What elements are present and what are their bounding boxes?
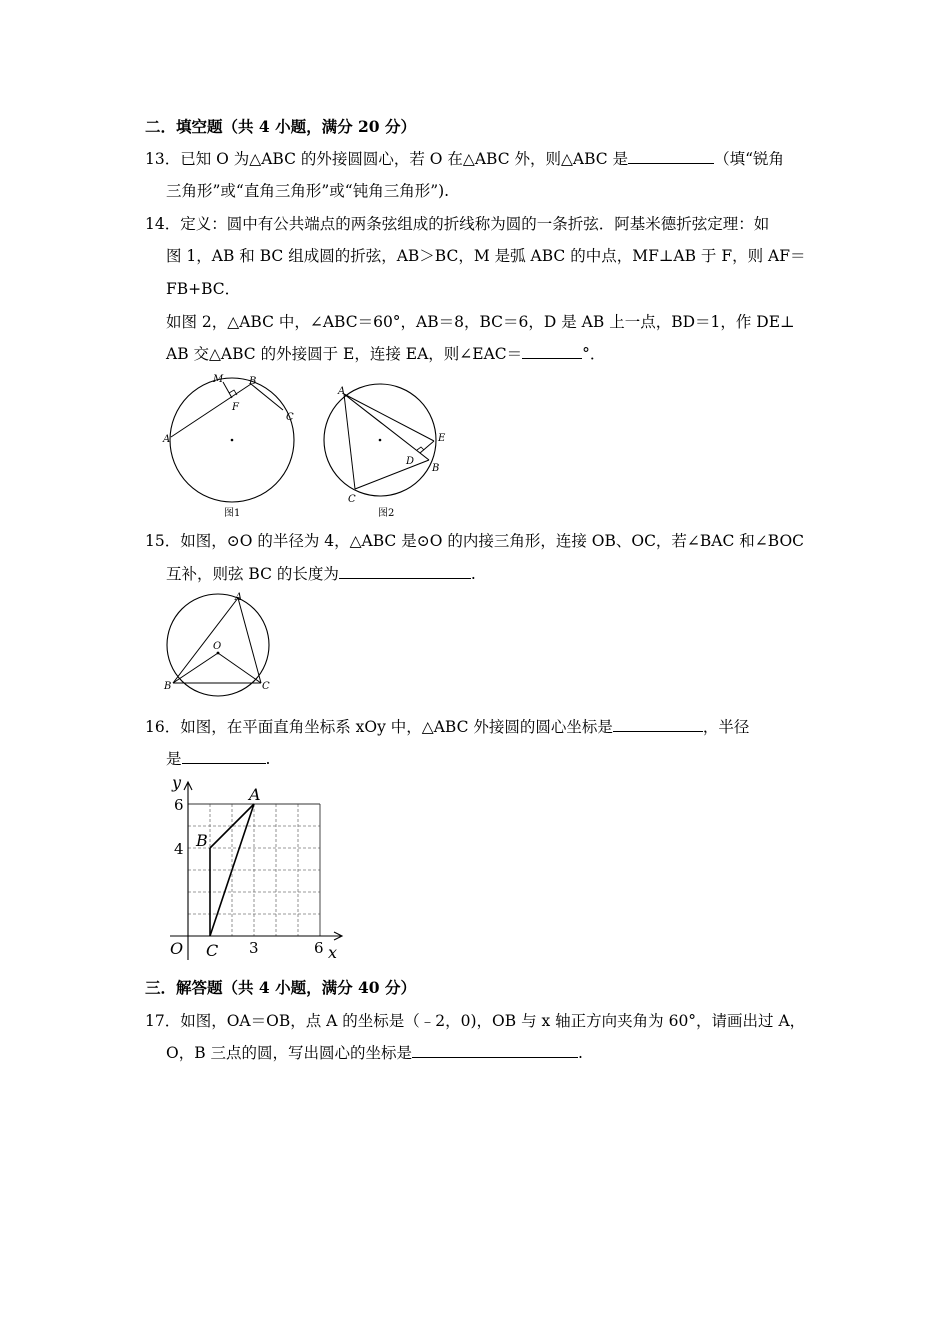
q16-tick-y-4: 4 [174, 840, 184, 858]
q13-answer-blank[interactable] [628, 149, 714, 164]
fig1-label-m: M [213, 374, 224, 385]
q13-text-a: 13．已知 O 为△ABC 的外接圆圆心，若 O 在△ABC 外，则△ABC 是 [145, 150, 629, 168]
q16-axis-y-label: y [172, 773, 182, 792]
q16-tick-y-6: 6 [174, 796, 184, 814]
q14-answer-blank[interactable] [522, 344, 582, 359]
q17-line-1: 17．如图，OA＝OB，点 A 的坐标是（﹣2，0)，OB 与 x 轴正方向夹角为 60°，请画出过 A， [145, 1012, 806, 1030]
q16-text-c: 是 [166, 750, 182, 768]
q14-figure-1 [160, 370, 310, 518]
q17-line-2 [166, 1042, 583, 1064]
q16-text-a: 16．如图，在平面直角坐标系 xOy 中，△ABC 外接圆的圆心坐标是 [145, 718, 613, 736]
q14-text-a: AB 交△ABC 的外接圆于 E，连接 EA，则∠EAC＝ [166, 345, 523, 363]
q16-origin-label: O [170, 939, 184, 958]
q13-line-1 [145, 148, 784, 170]
q14-line-2: 图 1，AB 和 BC 组成圆的折弦，AB＞BC，M 是弧 ABC 的中点，MF⊥AB 于 F，则 AF＝ [166, 247, 806, 265]
q16-line-2 [166, 748, 270, 770]
q16-coordinate-figure [160, 772, 350, 968]
q17-answer-blank[interactable] [412, 1043, 578, 1058]
fig1-label-f: F [232, 402, 239, 413]
fig2-label-b: B [432, 463, 440, 474]
q16-label-c: C [206, 941, 219, 960]
q17-text-b: . [578, 1044, 583, 1062]
q13-text-b: （填“锐角 [714, 150, 785, 168]
q16-text-d: . [265, 750, 271, 768]
fig2-label-a: A [338, 386, 346, 397]
q16-text-b: ，半径 [702, 718, 750, 736]
q15-text-b: . [470, 565, 476, 583]
q13-line-2: 三角形”或“直角三角形”或“钝角三角形”). [166, 182, 450, 200]
q15-line-1: 15．如图，⊙O 的半径为 4，△ABC 是⊙O 的内接三角形，连接 OB、OC，若∠BAC 和∠BOC [145, 532, 805, 550]
fig1-caption: 图1 [224, 508, 241, 518]
q16-label-b: B [196, 831, 208, 850]
fig1-label-a: A [163, 434, 171, 445]
q14-line-3: FB+BC． [166, 280, 241, 298]
q14-line-5 [166, 343, 605, 365]
section-3-heading: 三．解答题（共 4 小题，满分 40 分） [145, 978, 416, 997]
q15-line-2 [166, 563, 476, 585]
q15-label-o: O [213, 641, 222, 652]
q15-label-c: C [262, 681, 270, 692]
q16-radius-blank[interactable] [182, 749, 266, 764]
q16-tick-x-6: 6 [314, 939, 324, 957]
fig2-label-e: E [438, 433, 446, 444]
q15-label-b: B [164, 681, 172, 692]
q16-axis-x-label: x [328, 943, 338, 962]
q15-figure [160, 588, 280, 702]
fig1-label-c: C [286, 412, 294, 423]
fig2-label-d: D [406, 456, 415, 467]
q15-text-a: 互补，则弦 BC 的长度为 [166, 565, 339, 583]
q15-label-a: A [235, 592, 243, 603]
section-2-heading: 二．填空题（共 4 小题，满分 20 分） [145, 117, 416, 136]
q14-text-b: °． [582, 345, 606, 363]
fig2-caption: 图2 [378, 508, 395, 519]
q14-line-1: 14．定义：圆中有公共端点的两条弦组成的折线称为圆的一条折弦．阿基米德折弦定理：如 [145, 215, 770, 233]
q16-center-blank[interactable] [613, 717, 703, 732]
q16-label-a: A [249, 785, 261, 804]
fig1-label-b: B [249, 376, 257, 387]
q16-tick-x-3: 3 [249, 939, 259, 957]
fig2-label-c: C [348, 494, 356, 505]
q14-figure-2 [318, 380, 458, 520]
q14-line-4: 如图 2，△ABC 中，∠ABC＝60°，AB＝8，BC＝6，D 是 AB 上一点，BD＝1，作 DE⊥ [166, 313, 795, 331]
q16-line-1 [145, 716, 749, 738]
q15-answer-blank[interactable] [339, 564, 471, 579]
q17-text-a: O，B 三点的圆，写出圆心的坐标是 [166, 1044, 413, 1062]
